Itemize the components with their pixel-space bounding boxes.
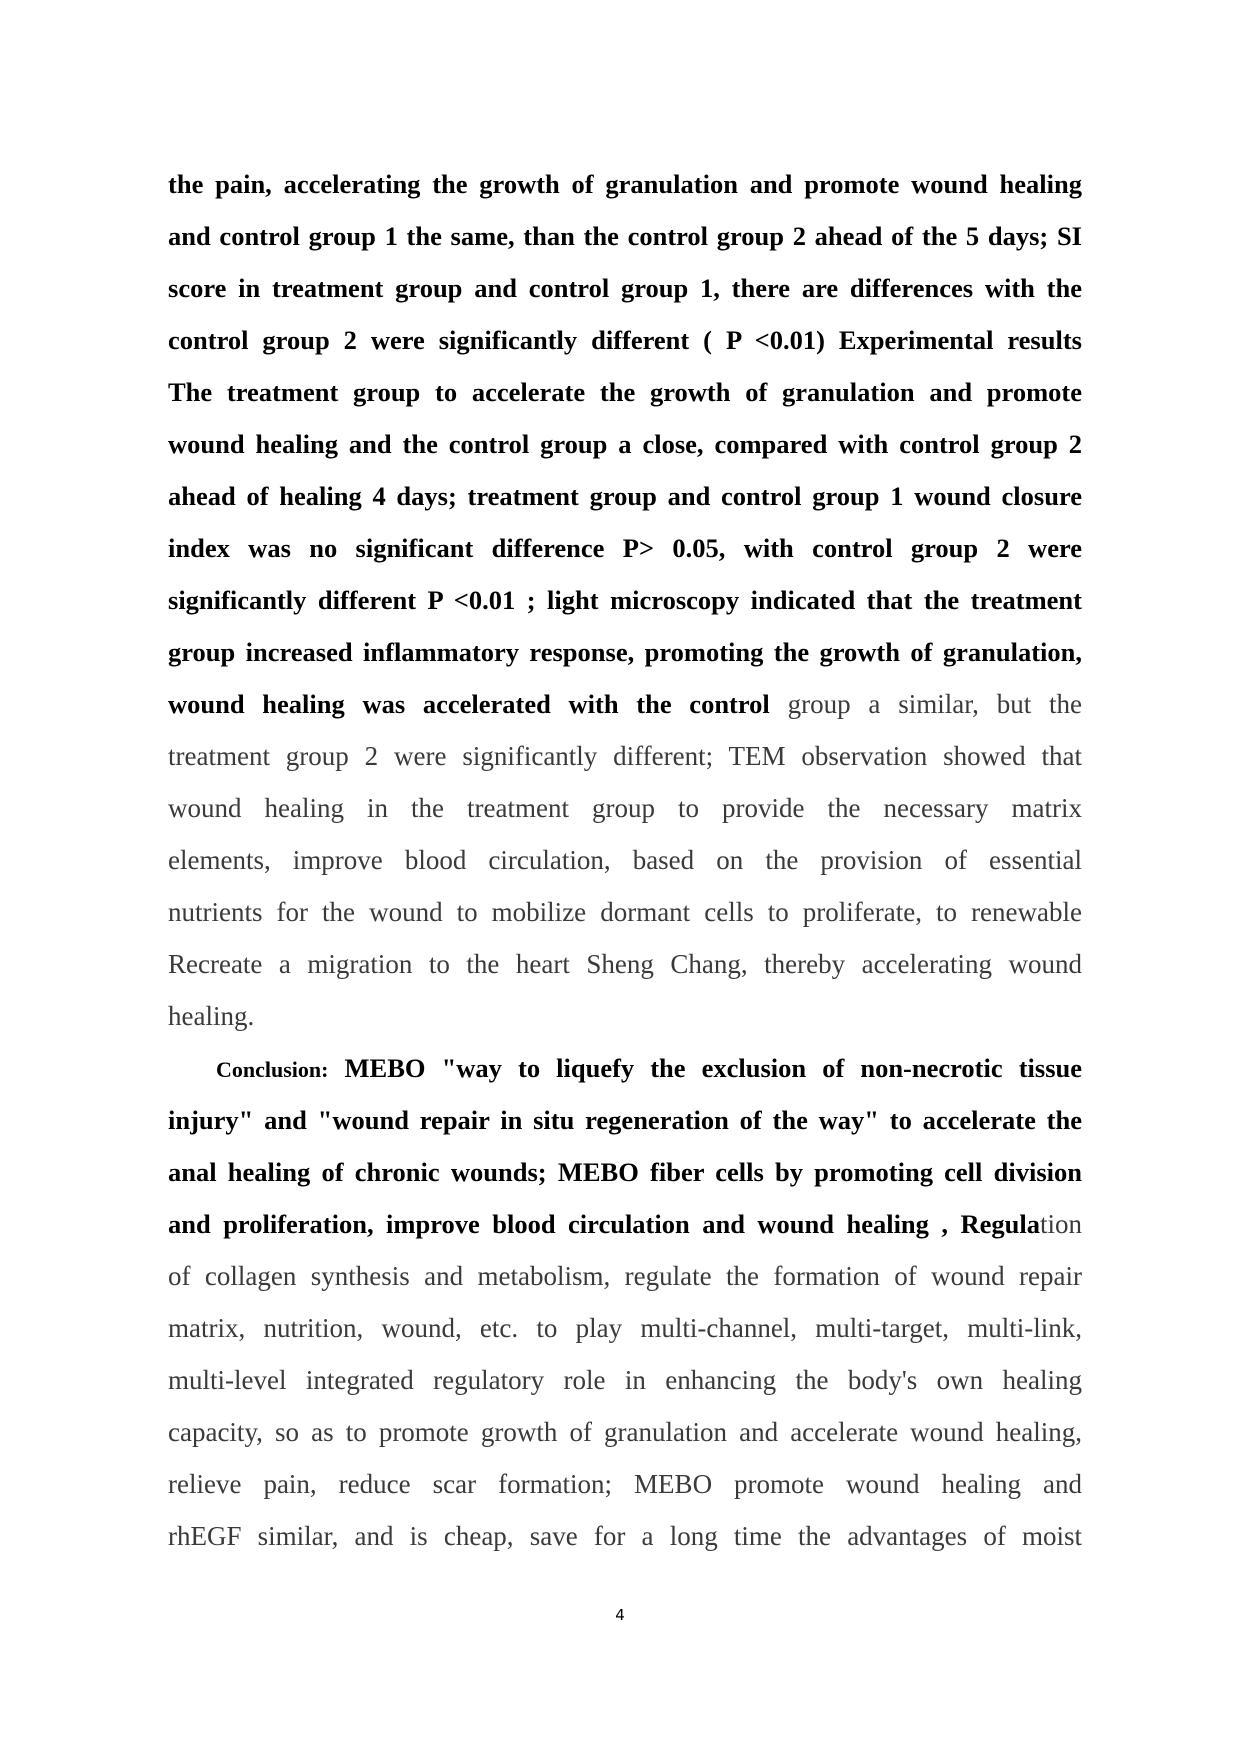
text-line: elements, improve blood circulation, based on the provision of essential	[168, 845, 1082, 875]
text-line: index was no significant difference P> 0.05, with control group 2 were	[168, 533, 1082, 563]
experimental-results-heading: Experimental results	[838, 325, 1082, 355]
text-line: treatment group 2 were significantly different; TEM observation showed that	[168, 741, 1082, 771]
text-line: of collagen synthesis and metabolism, regulate the formation of wound repair	[168, 1261, 1082, 1291]
text-line: wound healing and the control group a close, compared with control group 2	[168, 429, 1082, 459]
text-line: Recreate a migration to the heart Sheng Chang, thereby accelerating wound	[168, 949, 1082, 979]
conclusion-label: Conclusion:	[216, 1057, 329, 1082]
text-line: score in treatment group and control group 1, there are differences with the	[168, 273, 1082, 303]
text-segment-bold: and proliferation, improve blood circulation and wound healing , Regula	[168, 1209, 1040, 1239]
text-line: capacity, so as to promote growth of granulation and accelerate wound healing,	[168, 1417, 1082, 1447]
text-line	[168, 678, 1082, 730]
results-sentence-end: control group 2 were significantly different ( P <0.01)	[168, 325, 825, 355]
page-number: 4	[615, 1606, 625, 1624]
text-line	[168, 314, 1082, 366]
text-line: and control group 1 the same, than the control group 2 ahead of the 5 days; SI	[168, 221, 1082, 251]
text-segment-bold: wound healing was accelerated with the control	[168, 689, 770, 719]
text-line: significantly different P <0.01 ; light microscopy indicated that the treatment	[168, 585, 1082, 615]
text-segment-regular: tion	[1039, 1209, 1082, 1239]
conclusion-text: MEBO "way to liquefy the exclusion of non-necrotic tissue	[344, 1053, 1083, 1083]
text-line: ahead of healing 4 days; treatment group and control group 1 wound closure	[168, 481, 1082, 511]
text-line: multi-level integrated regulatory role in enhancing the body's own healing	[168, 1365, 1082, 1395]
text-line: group increased inflammatory response, promoting the growth of granulation,	[168, 637, 1082, 667]
text-line: rhEGF similar, and is cheap, save for a long time the advantages of moist	[168, 1521, 1082, 1551]
text-line: The treatment group to accelerate the growth of granulation and promote	[168, 377, 1082, 407]
conclusion-line	[168, 1042, 1082, 1094]
text-line: the pain, accelerating the growth of granulation and promote wound healing	[168, 169, 1082, 199]
text-line: wound healing in the treatment group to provide the necessary matrix	[168, 793, 1082, 823]
text-line: injury" and "wound repair in situ regeneration of the way" to accelerate the	[168, 1105, 1082, 1135]
body-text	[168, 158, 1082, 1562]
text-line: nutrients for the wound to mobilize dormant cells to proliferate, to renewable	[168, 897, 1082, 927]
text-line: anal healing of chronic wounds; MEBO fiber cells by promoting cell division	[168, 1157, 1082, 1187]
text-line	[168, 1198, 1082, 1250]
text-line: relieve pain, reduce scar formation; MEBO promote wound healing and	[168, 1469, 1082, 1499]
text-line: matrix, nutrition, wound, etc. to play multi-channel, multi-target, multi-link,	[168, 1313, 1082, 1343]
text-segment-regular: group a similar, but the	[787, 689, 1083, 719]
text-line: healing.	[168, 1001, 255, 1031]
